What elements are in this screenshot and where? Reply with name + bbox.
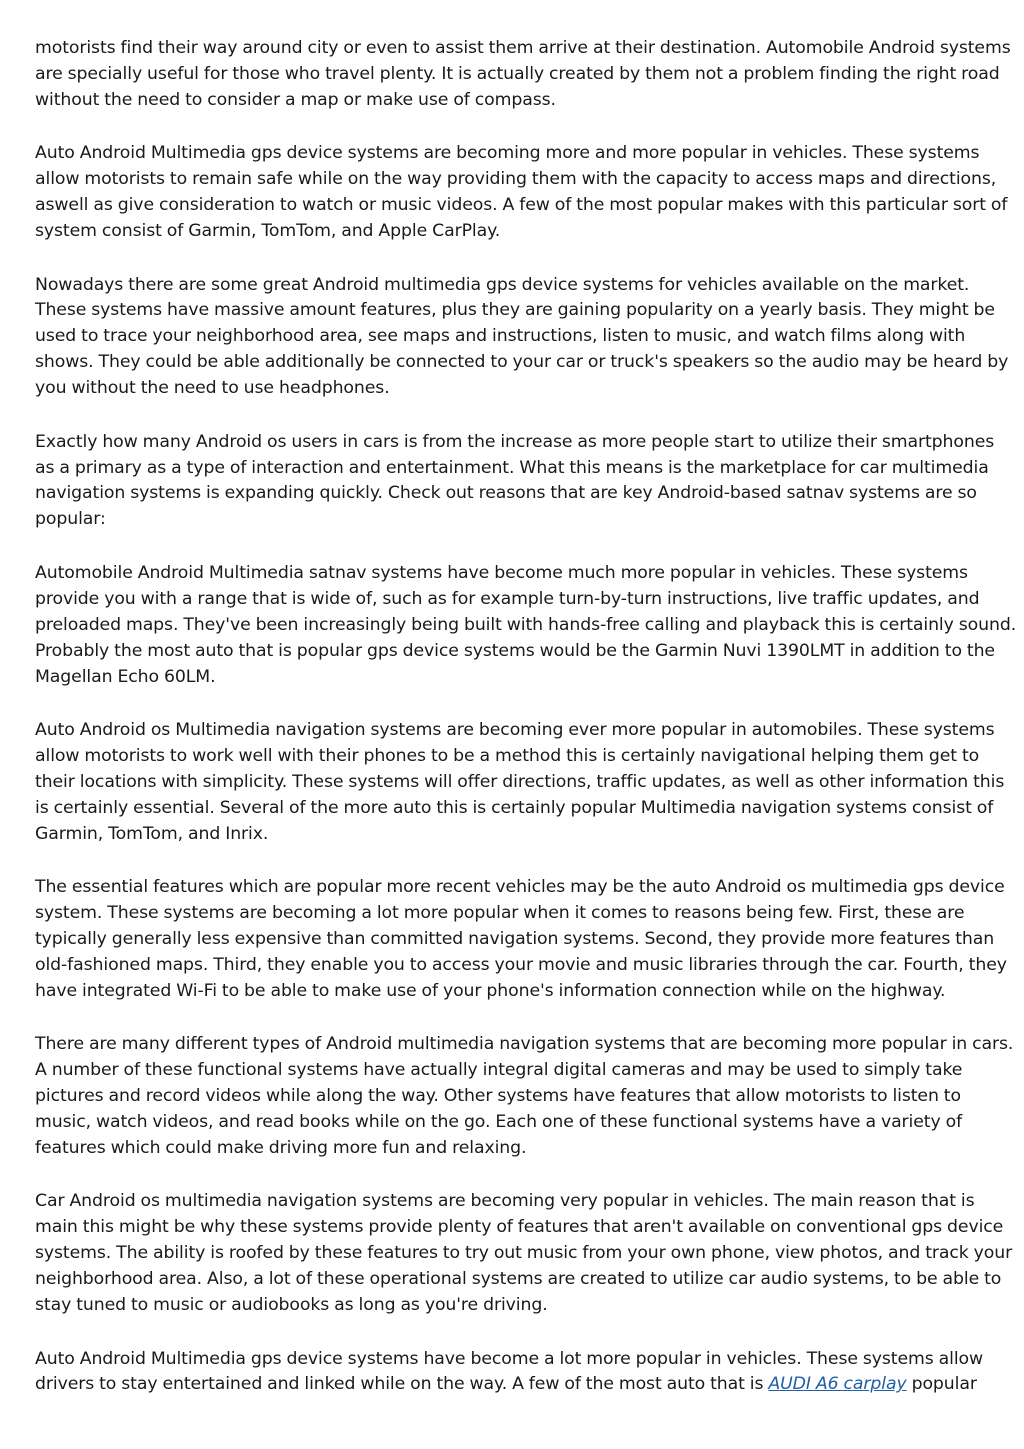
- document-body: [35, 36, 1017, 1319]
- paragraph-line: A number of these functional systems have actually integral digital cameras and may be used to simply take: [35, 1060, 963, 1081]
- paragraph-line: are specially useful for those who travel plenty. It is actually created by them not a problem finding the right road: [35, 63, 1000, 84]
- paragraph-10: [35, 1347, 997, 1399]
- paragraph-line: Auto Android Multimedia gps device systems are becoming more and more popular in vehicles. These systems: [35, 143, 980, 164]
- paragraph-line: Auto Android os Multimedia navigation systems are becoming ever more popular in automobiles. These systems: [35, 720, 995, 740]
- paragraph-line: you without the need to use headphones.: [35, 378, 390, 399]
- paragraph-line: motorists find their way around city or even to assist them arrive at their destination. Automobile Android systems: [35, 38, 1011, 58]
- paragraph-line: Garmin, TomTom, and Inrix.: [35, 823, 269, 844]
- paragraph-line: features which could make driving more fun and relaxing.: [35, 1137, 527, 1158]
- paragraph-line: as a primary as a type of interaction and entertainment. What this means is the marketplace for car multimedia: [35, 457, 989, 478]
- paragraph-line: Car Android os multimedia navigation systems are becoming very popular in vehicles. The main reason that is: [35, 1191, 975, 1212]
- paragraph-line: pictures and record videos while along the way. Other systems have features that allow motorists to listen to: [35, 1086, 961, 1107]
- paragraph-line: preloaded maps. They've been increasingly being built with hands-free calling and playback this is certainly sound.: [35, 614, 1017, 635]
- paragraph-line: music, watch videos, and read books while on the go. Each one of these functional systems have a variety of: [35, 1111, 963, 1132]
- paragraph-line: allow motorists to work well with their phones to be a method this is certainly navigational helping them get to: [35, 745, 980, 766]
- paragraph-line: system. These systems are becoming a lot more popular when it comes to reasons being few. First, these are: [35, 903, 965, 924]
- paragraph-line: The essential features which are popular more recent vehicles may be the auto Android os multimedia gps device: [35, 877, 1005, 898]
- paragraph-4: [35, 430, 997, 534]
- paragraph-line: popular:: [35, 509, 106, 530]
- paragraph-line: stay tuned to music or audiobooks as long as you're driving.: [35, 1295, 548, 1315]
- paragraph-7: [35, 875, 1007, 1005]
- paragraph-line: [35, 1372, 997, 1398]
- paragraph-2: [35, 141, 1008, 245]
- paragraph-line: Magellan Echo 60LM.: [35, 666, 216, 687]
- paragraph-line: used to trace your neighborhood area, see maps and instructions, listen to music, and watch films along with: [35, 326, 966, 347]
- paragraph-line: navigation systems is expanding quickly. Check out reasons that are key Android-based satnav systems are so: [35, 483, 977, 504]
- paragraph-line: Automobile Android Multimedia satnav systems have become much more popular in vehicles. These systems: [35, 562, 968, 583]
- line-text-after-link: popular: [906, 1374, 977, 1395]
- paragraph-line: Auto Android Multimedia gps device systems have become a lot more popular in vehicles. These systems allow: [35, 1348, 984, 1369]
- paragraph-8: [35, 1032, 1014, 1162]
- line-text-before-link: drivers to stay entertained and linked while on the way. A few of the most auto that is: [35, 1374, 769, 1395]
- paragraph-line: provide you with a range that is wide of, such as for example turn-by-turn instructions, live traffic updates, and: [35, 588, 980, 609]
- paragraph-line: system consist of Garmin, TomTom, and Apple CarPlay.: [35, 221, 501, 242]
- paragraph-line: systems. The ability is roofed by these features to try out music from your own phone, view photos, and track your: [35, 1243, 1013, 1264]
- paragraph-line: their locations with simplicity. These systems will offer directions, traffic updates, as well as other information this: [35, 771, 1005, 792]
- paragraph-1: [35, 36, 1011, 114]
- paragraph-line: is certainly essential. Several of the more auto this is certainly popular Multimedia navigation systems consist of: [35, 797, 994, 818]
- paragraph-line: shows. They could be able additionally be connected to your car or truck's speakers so the audio may be heard by: [35, 352, 1009, 373]
- paragraph-9: [35, 1189, 1013, 1319]
- paragraph-5: [35, 561, 1017, 691]
- paragraph-line: allow motorists to remain safe while on the way providing them with the capacity to access maps and directions,: [35, 169, 997, 190]
- paragraph-line: main this might be why these systems provide plenty of features that aren't available on conventional gps device: [35, 1217, 1004, 1238]
- paragraph-3: [35, 273, 1009, 403]
- paragraph-line: There are many different types of Android multimedia navigation systems that are becoming more popular in cars.: [35, 1034, 1014, 1055]
- document-page: [35, 36, 1017, 1426]
- paragraph-line: These systems have massive amount features, plus they are gaining popularity on a yearly basis. They might be: [35, 300, 995, 321]
- paragraph-6: [35, 718, 1005, 848]
- paragraph-line: neighborhood area. Also, a lot of these operational systems are created to utilize car audio systems, to be able to: [35, 1269, 1002, 1290]
- paragraph-line: Probably the most auto that is popular gps device systems would be the Garmin Nuvi 1390LMT in addition to the: [35, 640, 995, 661]
- paragraph-line: typically generally less expensive than committed navigation systems. Second, they provide more features than: [35, 928, 995, 949]
- paragraph-line: old-fashioned maps. Third, they enable you to access your movie and music libraries through the car. Fourth, they: [35, 954, 1007, 975]
- paragraph-line: Nowadays there are some great Android multimedia gps device systems for vehicles available on the market.: [35, 274, 970, 295]
- paragraph-line: have integrated Wi-Fi to be able to make use of your phone's information connection while on the highway.: [35, 980, 946, 1001]
- audi-a6-carplay-link[interactable]: AUDI A6 carplay: [768, 1374, 907, 1395]
- paragraph-line: Exactly how many Android os users in cars is from the increase as more people start to utilize their smartphones: [35, 431, 995, 452]
- paragraph-line: aswell as give consideration to watch or music videos. A few of the most popular makes with this particular sort of: [35, 195, 1008, 216]
- paragraph-line: without the need to consider a map or make use of compass.: [35, 89, 556, 110]
